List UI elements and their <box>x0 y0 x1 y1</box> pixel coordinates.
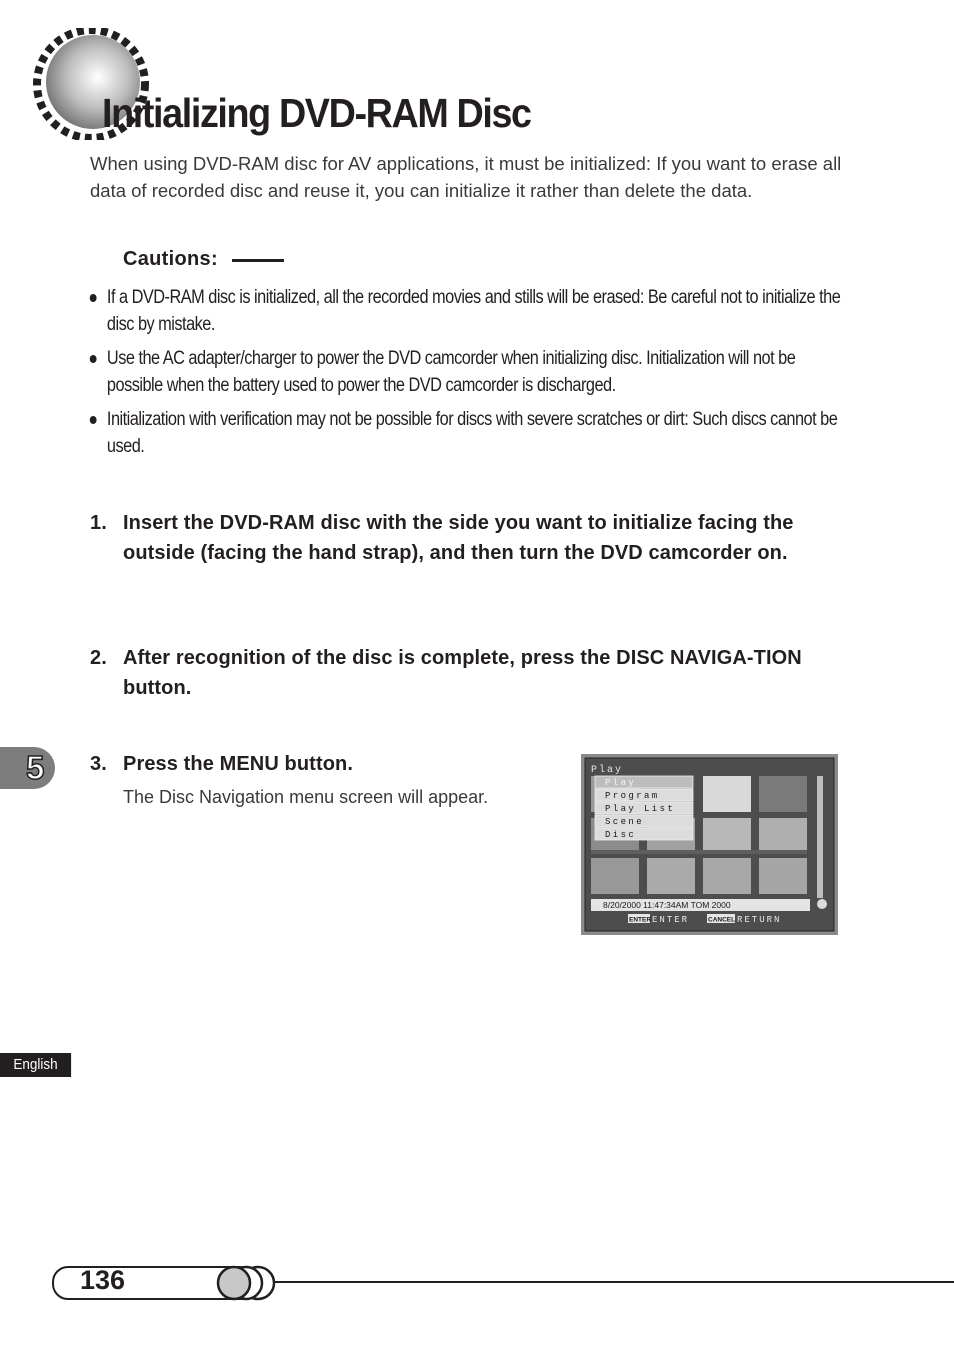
screen-enter-label: ENTER <box>652 915 690 925</box>
screen-menu-item: Program <box>605 791 660 801</box>
step-text: Insert the DVD-RAM disc with the side you want to initialize facing the outside (facing the hand strap), and then turn the DVD camcorder on. <box>123 512 794 564</box>
step-text: Press the MENU button. <box>123 753 353 775</box>
screen-disc-icon <box>817 899 827 909</box>
step-3-description: The Disc Navigation menu screen will appear. <box>123 787 489 807</box>
screen-menu-item: Disc <box>605 830 637 840</box>
cautions-rule <box>232 259 284 262</box>
language-tab: English <box>0 1053 71 1077</box>
screen-status-line: 8/20/2000 11:47:34AM TOM 2000 <box>603 900 731 910</box>
caution-item: Use the AC adapter/charger to power the DVD camcorder when initializing disc. Initialization will not be possible when the battery used to power the DVD camcorder is discharged. <box>88 345 847 399</box>
step-1 <box>90 508 850 568</box>
step-text: After recognition of the disc is complete, press the DISC NAVIGA-TION button. <box>123 647 802 699</box>
chapter-number: 5 <box>26 749 45 786</box>
step-number: 3. <box>90 753 107 775</box>
intro-paragraph: When using DVD-RAM disc for AV applications, it must be initialized: If you want to erase all data of recorded disc and reuse it, you can initialize it rather than delete the data. <box>90 153 842 201</box>
screen-scrollbar <box>817 776 823 898</box>
page-number: 136 <box>80 1265 126 1295</box>
caution-item: Initialization with verification may not be possible for discs with severe scratches or dirt: Such discs cannot be used. <box>88 406 847 460</box>
screen-cancel-label: RETURN <box>737 915 782 925</box>
screen-menu-item: Play List <box>605 804 676 814</box>
cautions-heading <box>123 248 284 271</box>
bullet-icon <box>90 294 97 302</box>
step-3 <box>90 749 530 779</box>
cautions-label: Cautions: <box>123 248 218 270</box>
screen-menu-item: Play <box>605 778 637 788</box>
caution-item: If a DVD-RAM disc is initialized, all the recorded movies and stills will be erased: Be careful not to initialize the disc by mistake. <box>88 284 847 338</box>
step-number: 1. <box>90 512 107 534</box>
page-title: Initializing DVD-RAM Disc <box>102 90 531 136</box>
cautions-list <box>88 284 841 467</box>
screen-enter-key: ENTER <box>629 916 652 924</box>
screen-menu-item: Scene <box>605 817 645 827</box>
step-number: 2. <box>90 647 107 669</box>
screen-header: Play <box>591 765 624 776</box>
bullet-icon <box>90 355 97 363</box>
bullet-icon <box>90 416 97 424</box>
screen-menu <box>595 776 693 840</box>
footer-circles-graphic <box>214 1263 284 1303</box>
step-2 <box>90 643 850 703</box>
footer-rule <box>268 1281 954 1283</box>
disc-navigation-screen <box>581 754 838 935</box>
screen-cancel-key: CANCEL <box>708 916 736 924</box>
